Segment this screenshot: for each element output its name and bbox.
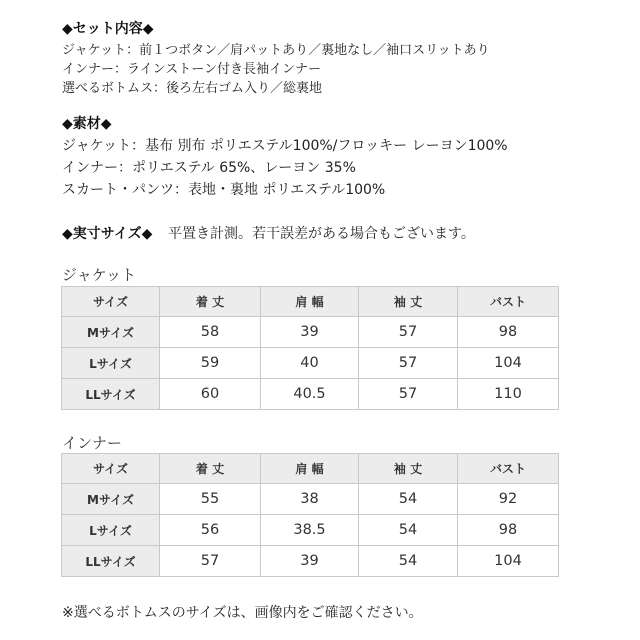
header-cell: 袖 丈 bbox=[359, 287, 458, 317]
table-row bbox=[62, 379, 559, 410]
header-cell: 袖 丈 bbox=[359, 454, 458, 484]
table-cell: 38 bbox=[261, 484, 359, 515]
header-cell: バスト bbox=[458, 287, 559, 317]
table-row bbox=[62, 317, 559, 348]
header-cell: 着 丈 bbox=[160, 287, 261, 317]
table-cell: 58 bbox=[160, 317, 261, 348]
header-cell: サイズ bbox=[62, 454, 160, 484]
table-cell: 54 bbox=[359, 515, 458, 546]
set-heading: ◆セット内容◆ bbox=[62, 21, 154, 37]
table-cell: 39 bbox=[261, 546, 359, 577]
header-cell: 着 丈 bbox=[160, 454, 261, 484]
header-cell: 肩 幅 bbox=[261, 454, 359, 484]
table-cell: 54 bbox=[359, 546, 458, 577]
set-line-inner: インナー：ラインストーン付き長袖インナー bbox=[62, 62, 321, 77]
size-note: 平置き計測。若干誤差がある場合もございます。 bbox=[168, 226, 475, 242]
table-cell: 57 bbox=[359, 317, 458, 348]
table-cell: 55 bbox=[160, 484, 261, 515]
material-line-jacket: ジャケット：基布 別布 ポリエステル100%/フロッキー レーヨン100% bbox=[62, 138, 508, 154]
jacket-size-table bbox=[61, 286, 559, 410]
row-header-cell: LLサイズ bbox=[62, 379, 160, 410]
header-cell: サイズ bbox=[62, 287, 160, 317]
table-cell: 59 bbox=[160, 348, 261, 379]
jacket-caption: ジャケット bbox=[62, 266, 136, 284]
header-cell: バスト bbox=[458, 454, 559, 484]
table-cell: 40.5 bbox=[261, 379, 359, 410]
row-header-cell: LLサイズ bbox=[62, 546, 160, 577]
table-cell: 56 bbox=[160, 515, 261, 546]
set-line-bottoms: 選べるボトムス：後ろ左右ゴム入り／総裏地 bbox=[62, 81, 323, 96]
table-cell: 104 bbox=[458, 348, 559, 379]
set-line-jacket: ジャケット：前１つボタン／肩パットあり／裏地なし／袖口スリットあり bbox=[62, 43, 490, 58]
table-cell: 98 bbox=[458, 515, 559, 546]
inner-caption: インナー bbox=[62, 434, 123, 452]
table-row bbox=[62, 348, 559, 379]
row-header-cell: Lサイズ bbox=[62, 348, 160, 379]
table-cell: 98 bbox=[458, 317, 559, 348]
table-cell: 110 bbox=[458, 379, 559, 410]
table-cell: 57 bbox=[359, 379, 458, 410]
table-cell: 54 bbox=[359, 484, 458, 515]
table-row bbox=[62, 515, 559, 546]
inner-size-table bbox=[61, 453, 559, 577]
row-header-cell: Lサイズ bbox=[62, 515, 160, 546]
size-heading: ◆実寸サイズ◆ bbox=[62, 226, 153, 242]
footer-note: ※選べるボトムスのサイズは、画像内をご確認ください。 bbox=[62, 605, 423, 621]
table-cell: 57 bbox=[160, 546, 261, 577]
table-header-row bbox=[62, 454, 559, 484]
table-header-row bbox=[62, 287, 559, 317]
table-row bbox=[62, 546, 559, 577]
table-cell: 38.5 bbox=[261, 515, 359, 546]
table-cell: 92 bbox=[458, 484, 559, 515]
material-line-bottoms: スカート・パンツ：表地・裏地 ポリエステル100% bbox=[62, 182, 386, 198]
table-cell: 40 bbox=[261, 348, 359, 379]
table-cell: 57 bbox=[359, 348, 458, 379]
material-line-inner: インナー：ポリエステル 65%、レーヨン 35% bbox=[62, 160, 356, 176]
table-cell: 39 bbox=[261, 317, 359, 348]
table-cell: 60 bbox=[160, 379, 261, 410]
table-row bbox=[62, 484, 559, 515]
row-header-cell: Mサイズ bbox=[62, 317, 160, 348]
material-heading: ◆素材◆ bbox=[62, 116, 112, 132]
row-header-cell: Mサイズ bbox=[62, 484, 160, 515]
header-cell: 肩 幅 bbox=[261, 287, 359, 317]
table-cell: 104 bbox=[458, 546, 559, 577]
